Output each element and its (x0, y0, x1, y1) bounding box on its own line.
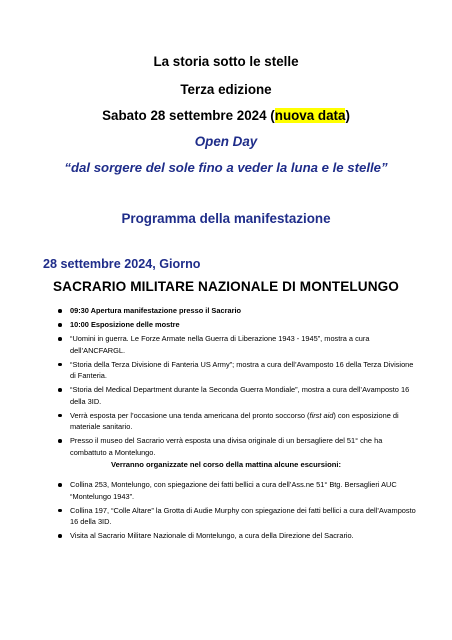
schedule-item-text: “Storia del Medical Department durante la Seconda Guerra Mondiale”, mostra a cura dell’Avamposto 16 della 3ID. (70, 385, 410, 406)
tent-text-after: ) con esposizione di materiale sanitario. (70, 410, 399, 431)
list-item (58, 384, 418, 407)
bullet-icon (58, 534, 62, 538)
list-item (58, 505, 418, 528)
edition-label: Terza edizione (180, 82, 272, 97)
schedule-item-text: “Storia della Terza Divisione di Fanteria US Army”; mostra a cura dell’Avamposto 16 della Terza Divisione di Fanteria. (70, 359, 414, 380)
list-item (58, 333, 418, 356)
venue-heading: SACRARIO MILITARE NAZIONALE DI MONTELUNGO (53, 279, 399, 294)
list-item (58, 435, 418, 458)
bullet-icon (58, 414, 62, 418)
bullet-icon (58, 363, 62, 367)
excursion-item-text: Collina 197, “Colle Altare” la Grotta di Audie Murphy con spiegazione dei fatti bellici a cura dell’Avamposto 16 della 3ID. (70, 505, 416, 526)
excursions-heading: Verranno organizzate nel corso della mattina alcune escursioni: (111, 460, 341, 469)
bullet-icon (58, 439, 62, 443)
event-motto: “dal sorgere del sole fino a veder la luna e le stelle” (64, 160, 388, 175)
list-item (58, 479, 418, 502)
tent-text-before: Verrà esposta per l’occasione una tenda americana del pronto soccorso ( (70, 410, 310, 420)
bullet-icon (58, 337, 62, 341)
open-day-label: Open Day (194, 134, 258, 149)
event-date-suffix: ) (345, 108, 350, 123)
program-title: Programma della manifestazione (121, 211, 331, 226)
excursions-list (58, 479, 418, 544)
list-item (58, 319, 418, 331)
list-item (58, 359, 418, 382)
bullet-icon (58, 388, 62, 392)
day-heading: 28 settembre 2024, Giorno (43, 257, 201, 271)
bullet-icon (58, 323, 62, 327)
schedule-item-text: “Uomini in guerra. Le Forze Armate nella Guerra di Liberazione 1943 - 1945”, mostra a cura dell’ANCFARGL. (70, 334, 370, 355)
bullet-icon (58, 509, 62, 513)
list-item (58, 530, 418, 542)
schedule-item-text: 09:30 Apertura manifestazione presso il Sacrario (70, 306, 242, 315)
tent-text-italic: first aid (309, 410, 334, 420)
event-date (0, 108, 452, 124)
excursion-item-text: Collina 253, Montelungo, con spiegazione dei fatti bellici a cura dell’Ass.ne 51° Btg. Bersaglieri AUC “Montelungo 1943”. (70, 480, 397, 501)
list-item (58, 305, 418, 317)
museum-item-text: Presso il museo del Sacrario verrà esposta una divisa originale di un bersagliere del 51° che ha combattuto a Montelungo. (70, 436, 383, 457)
bullet-icon (58, 483, 62, 487)
schedule-item-text: 10:00 Esposizione delle mostre (70, 320, 180, 329)
bullet-icon (58, 309, 62, 313)
schedule-list (58, 305, 418, 461)
event-title: La storia sotto le stelle (153, 54, 299, 69)
list-item (58, 410, 418, 433)
excursion-item-text: Visita al Sacrario Militare Nazionale di Montelungo, a cura della Direzione del Sacrario. (70, 531, 354, 540)
event-date-prefix: Sabato 28 settembre 2024 ( (102, 108, 275, 123)
new-date-highlight: nuova data (274, 108, 346, 123)
